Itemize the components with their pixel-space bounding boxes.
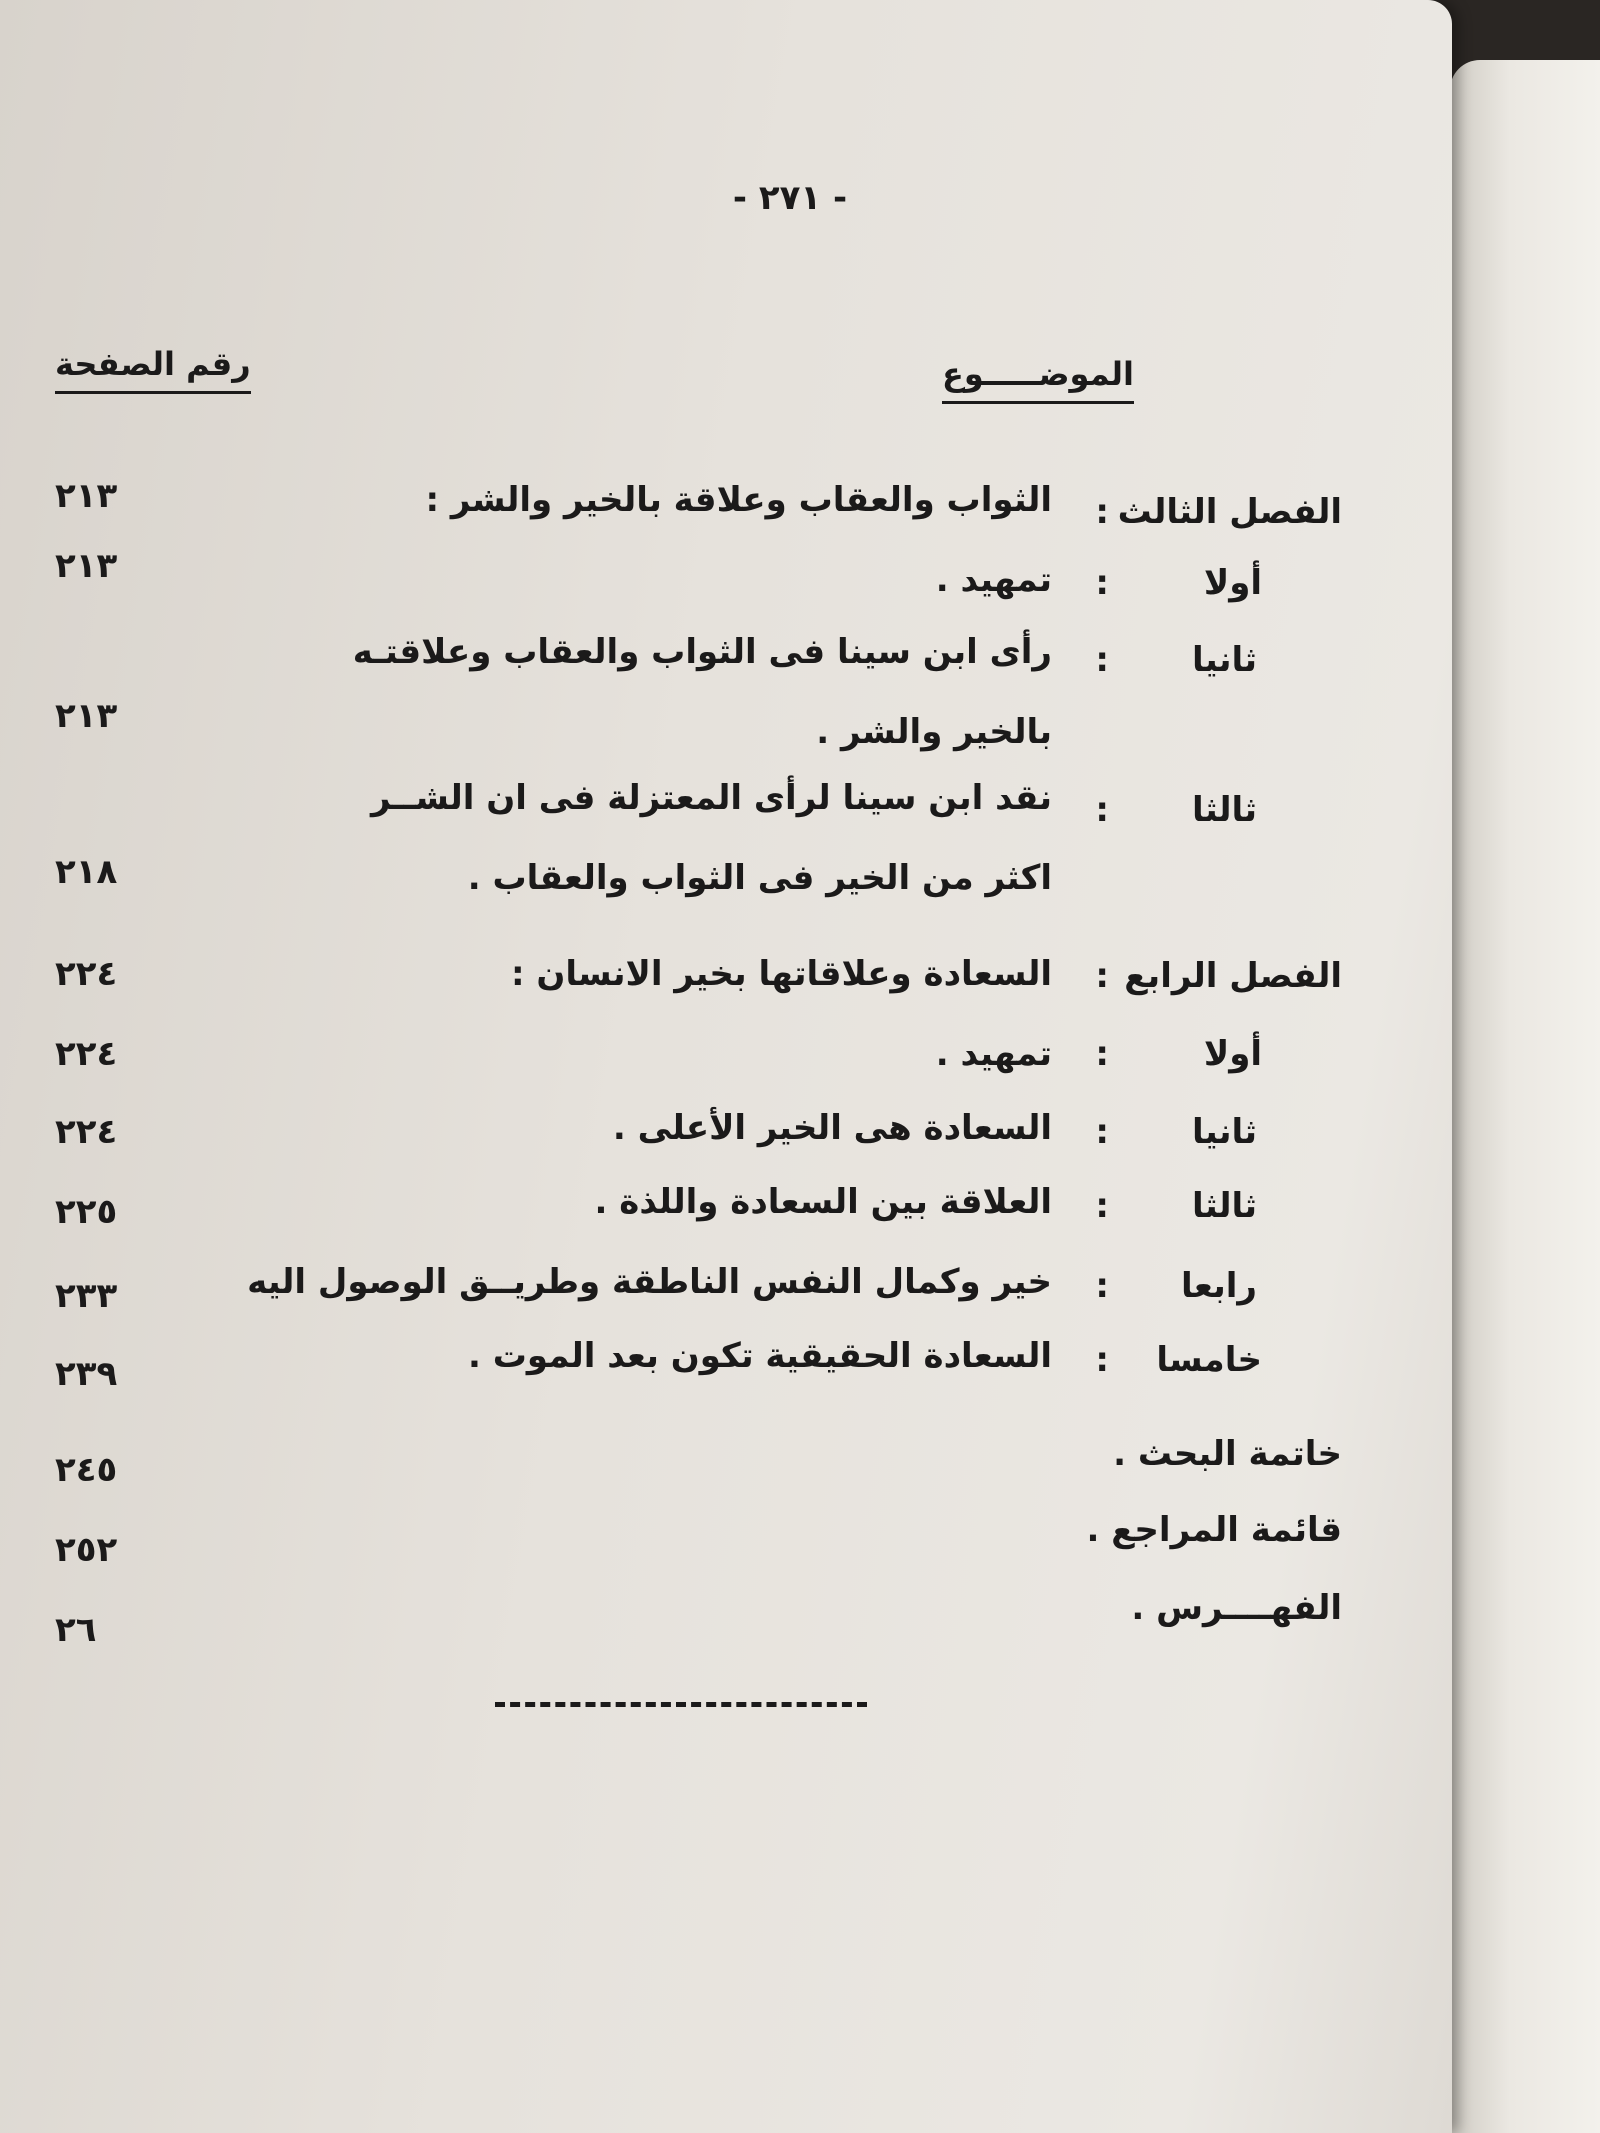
toc-item-label: رابعا xyxy=(1181,1266,1257,1306)
colon: : xyxy=(1095,790,1109,830)
page-ref: ٢٢٥ xyxy=(55,1192,118,1232)
toc-item-label: ثالثا xyxy=(1192,1186,1257,1226)
page-ref: ٢٣٣ xyxy=(55,1276,118,1316)
colon: : xyxy=(1095,1340,1109,1380)
toc-item-label: ثالثا xyxy=(1192,790,1257,830)
colon: : xyxy=(1095,1186,1109,1226)
toc-item-text-continued: بالخير والشر . xyxy=(816,712,1052,752)
toc-item-text-continued: اكثر من الخير فى الثواب والعقاب . xyxy=(467,858,1052,898)
chapter-3-label: الفصل الثالث xyxy=(1117,492,1342,532)
references-label: قائمة المراجع . xyxy=(1086,1510,1342,1550)
page-ref: ٢١٣ xyxy=(55,696,118,736)
toc-item-label: ثانيا xyxy=(1192,640,1257,680)
chapter-3-title: الثواب والعقاب وعلاقة بالخير والشر : xyxy=(425,480,1052,520)
toc-item-text: السعادة هى الخير الأعلى . xyxy=(612,1108,1052,1148)
page-number: - ٢٧١ - xyxy=(732,178,848,218)
page-ref: ٢١٣ xyxy=(55,546,118,586)
chapter-4-title: السعادة وعلاقاتها بخير الانسان : xyxy=(510,954,1052,994)
toc-item-label: أولا xyxy=(1203,563,1262,603)
colon: : xyxy=(1095,1112,1109,1152)
page-ref: ٢١٣ xyxy=(55,476,118,516)
colon: : xyxy=(1095,1034,1109,1074)
colon: : xyxy=(1095,492,1109,532)
page-ref: ٢٤٥ xyxy=(55,1450,118,1490)
page-ref: ٢١٨ xyxy=(55,852,118,892)
page-ref: ٢٥٢ xyxy=(55,1530,118,1570)
index-label: الفهــــرس . xyxy=(1131,1588,1342,1628)
toc-item-text: تمهيد . xyxy=(935,1034,1052,1074)
toc-item-text: السعادة الحقيقية تكون بعد الموت . xyxy=(467,1336,1052,1376)
colon: : xyxy=(1095,956,1109,996)
conclusion-label: خاتمة البحث . xyxy=(1113,1434,1342,1474)
colon: : xyxy=(1095,1266,1109,1306)
page-ref: ٢٣٩ xyxy=(55,1354,118,1394)
toc-item-text: رأى ابن سينا فى الثواب والعقاب وعلاقتـه xyxy=(352,632,1052,672)
closing-dashed-rule xyxy=(495,1702,867,1707)
toc-item-text: العلاقة بين السعادة واللذة . xyxy=(594,1182,1052,1222)
page-ref: ٢٦ xyxy=(55,1610,97,1650)
page-ref: ٢٢٤ xyxy=(55,954,118,994)
toc-item-text: تمهيد . xyxy=(935,560,1052,600)
toc-item-text: نقد ابن سينا لرأى المعتزلة فى ان الشــر xyxy=(370,778,1052,818)
page-ref: ٢٢٤ xyxy=(55,1034,118,1074)
toc-item-text: خير وكمال النفس الناطقة وطريــق الوصول اليه xyxy=(247,1262,1052,1302)
colon: : xyxy=(1095,640,1109,680)
adjacent-page xyxy=(1450,60,1600,2133)
colon: : xyxy=(1095,563,1109,603)
chapter-4-label: الفصل الرابع xyxy=(1124,956,1342,996)
toc-item-label: أولا xyxy=(1203,1034,1262,1074)
topic-column-header: الموضـــــوع xyxy=(942,355,1134,404)
toc-item-label: ثانيا xyxy=(1192,1112,1257,1152)
page-column-header: رقم الصفحة xyxy=(55,345,251,394)
page-ref: ٢٢٤ xyxy=(55,1112,118,1152)
toc-item-label: خامسا xyxy=(1156,1340,1262,1380)
